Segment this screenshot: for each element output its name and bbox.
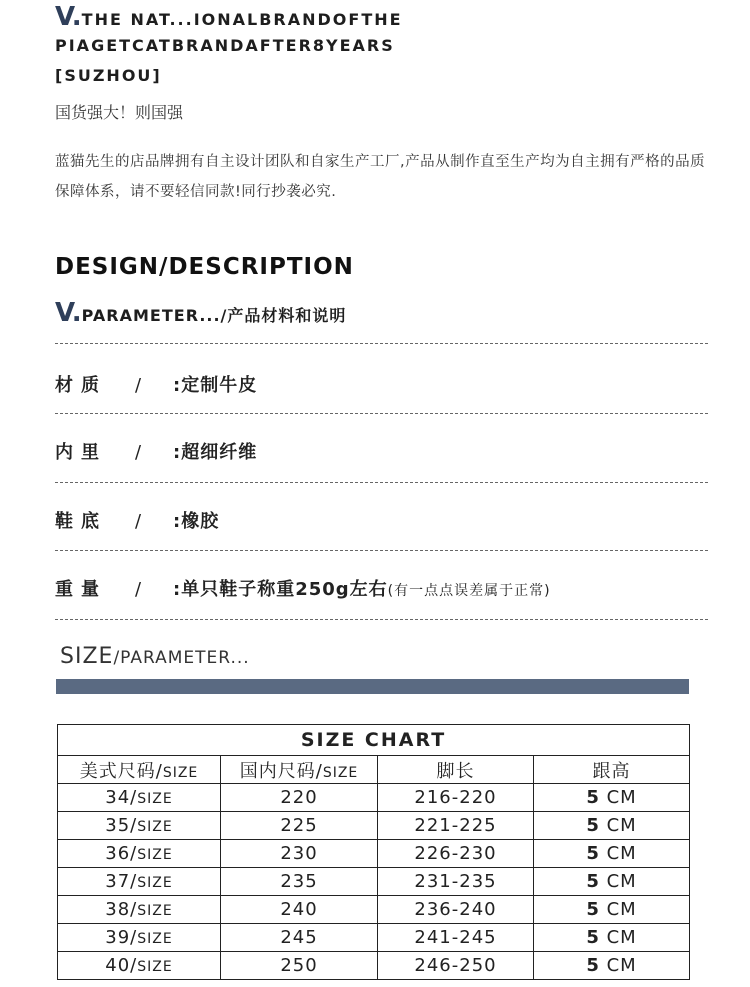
param-value: :单只鞋子称重250g左右 (173, 579, 388, 600)
parameter-title-text: PARAMETER.../产品材料和说明 (81, 306, 347, 325)
us-size-unit: SIZE (137, 819, 173, 835)
size-subtitle: /PARAMETER... (113, 648, 250, 668)
cell-cn-size: 230 (221, 840, 378, 868)
heel-unit: CM (606, 871, 637, 892)
param-label: 重量 (55, 579, 107, 600)
table-row (58, 924, 690, 952)
size-accent-bar (56, 679, 689, 694)
us-size-unit: SIZE (137, 903, 173, 919)
header-main: 脚长 (436, 760, 475, 782)
size-chart-caption: SIZE CHART (58, 725, 690, 756)
intro-paragraph: 蓝猫先生的店品牌拥有自主设计团队和自家生产工厂,产品从制作直至生产均为自主拥有严格的品质保障体系，请不要轻信同款!同行抄袭必究. (55, 154, 706, 200)
us-size-value: 35/ (105, 815, 138, 836)
param-sep: / (135, 375, 142, 396)
brand-line-2: PIAGETCATBRANDAFTER8YEARS (55, 36, 395, 55)
header-foot-length (378, 756, 534, 784)
heel-unit: CM (606, 955, 637, 976)
param-label: 材质 (55, 375, 107, 396)
param-value: :定制牛皮 (173, 375, 258, 396)
us-size-unit: SIZE (137, 791, 173, 807)
heel-value: 5 (586, 815, 600, 836)
cell-heel-height (534, 840, 690, 868)
cell-heel-height (534, 896, 690, 924)
param-sep: / (135, 442, 142, 463)
heel-value: 5 (586, 843, 600, 864)
cell-foot-length: 236-240 (378, 896, 534, 924)
heel-unit: CM (606, 927, 637, 948)
us-size-value: 39/ (105, 927, 138, 948)
cell-heel-height (534, 784, 690, 812)
heel-value: 5 (586, 899, 600, 920)
brand-line-1 (55, 2, 403, 32)
us-size-unit: SIZE (137, 875, 173, 891)
cell-foot-length: 216-220 (378, 784, 534, 812)
heel-unit: CM (606, 843, 637, 864)
slogan: 国货强大！则国强 (55, 103, 184, 122)
cell-cn-size: 225 (221, 812, 378, 840)
cell-heel-height (534, 812, 690, 840)
cell-cn-size: 245 (221, 924, 378, 952)
us-size-value: 38/ (105, 899, 138, 920)
table-row (58, 784, 690, 812)
cell-us-size (58, 840, 221, 868)
cell-foot-length: 241-245 (378, 924, 534, 952)
param-value: :橡胶 (173, 511, 220, 532)
param-label: 鞋底 (55, 511, 107, 532)
header-main: 国内尺码/ (239, 760, 323, 782)
cell-heel-height (534, 952, 690, 980)
param-sep: / (135, 579, 142, 600)
cell-cn-size: 220 (221, 784, 378, 812)
heel-value: 5 (586, 871, 600, 892)
size-chart-caption-row (58, 725, 690, 756)
cell-foot-length: 246-250 (378, 952, 534, 980)
header-cn-size (221, 756, 378, 784)
brand-mark: V. (55, 2, 82, 32)
param-label: 内里 (55, 442, 107, 463)
divider (55, 482, 708, 483)
heel-value: 5 (586, 927, 600, 948)
parameter-mark: V. (55, 298, 82, 328)
divider (55, 413, 708, 414)
heel-unit: CM (606, 787, 637, 808)
divider (55, 550, 708, 551)
header-main: 跟高 (592, 760, 631, 782)
heel-value: 5 (586, 955, 600, 976)
size-title: SIZE (60, 644, 114, 669)
header-heel-height (534, 756, 690, 784)
table-row (58, 952, 690, 980)
size-chart-header-row (58, 756, 690, 784)
cell-cn-size: 235 (221, 868, 378, 896)
us-size-value: 34/ (105, 787, 138, 808)
param-note: (有一点点误差属于正常) (387, 583, 551, 599)
header-us-size (58, 756, 221, 784)
us-size-value: 36/ (105, 843, 138, 864)
brand-line-1-text: THE NAT...IONALBRANDOFTHE (81, 10, 403, 29)
cell-us-size (58, 812, 221, 840)
param-row-material (55, 373, 257, 399)
cell-heel-height (534, 924, 690, 952)
cell-foot-length: 231-235 (378, 868, 534, 896)
table-row (58, 840, 690, 868)
header-small: SIZE (162, 764, 199, 781)
header-small: SIZE (322, 764, 359, 781)
cell-us-size (58, 924, 221, 952)
cell-heel-height (534, 868, 690, 896)
cell-foot-length: 221-225 (378, 812, 534, 840)
table-row (58, 868, 690, 896)
size-section-title (60, 644, 250, 669)
cell-cn-size: 250 (221, 952, 378, 980)
cell-us-size (58, 784, 221, 812)
cell-cn-size: 240 (221, 896, 378, 924)
cell-us-size (58, 868, 221, 896)
param-row-lining (55, 440, 257, 466)
us-size-value: 40/ (105, 955, 138, 976)
heel-value: 5 (586, 787, 600, 808)
us-size-unit: SIZE (137, 847, 173, 863)
divider (55, 343, 708, 344)
header-main: 美式尺码/ (79, 760, 163, 782)
us-size-unit: SIZE (137, 959, 173, 975)
us-size-unit: SIZE (137, 931, 173, 947)
heel-unit: CM (606, 899, 637, 920)
us-size-value: 37/ (105, 871, 138, 892)
size-chart-table (57, 724, 690, 980)
param-row-weight (55, 577, 551, 603)
brand-line-3: [SUZHOU] (55, 66, 162, 85)
cell-us-size (58, 896, 221, 924)
heel-unit: CM (606, 815, 637, 836)
divider (55, 619, 708, 620)
cell-us-size (58, 952, 221, 980)
param-row-sole (55, 509, 219, 535)
cell-foot-length: 226-230 (378, 840, 534, 868)
parameter-title (55, 298, 346, 328)
table-row (58, 812, 690, 840)
param-sep: / (135, 511, 142, 532)
param-value: :超细纤维 (173, 442, 258, 463)
table-row (58, 896, 690, 924)
design-title: DESIGN/DESCRIPTION (55, 254, 354, 280)
